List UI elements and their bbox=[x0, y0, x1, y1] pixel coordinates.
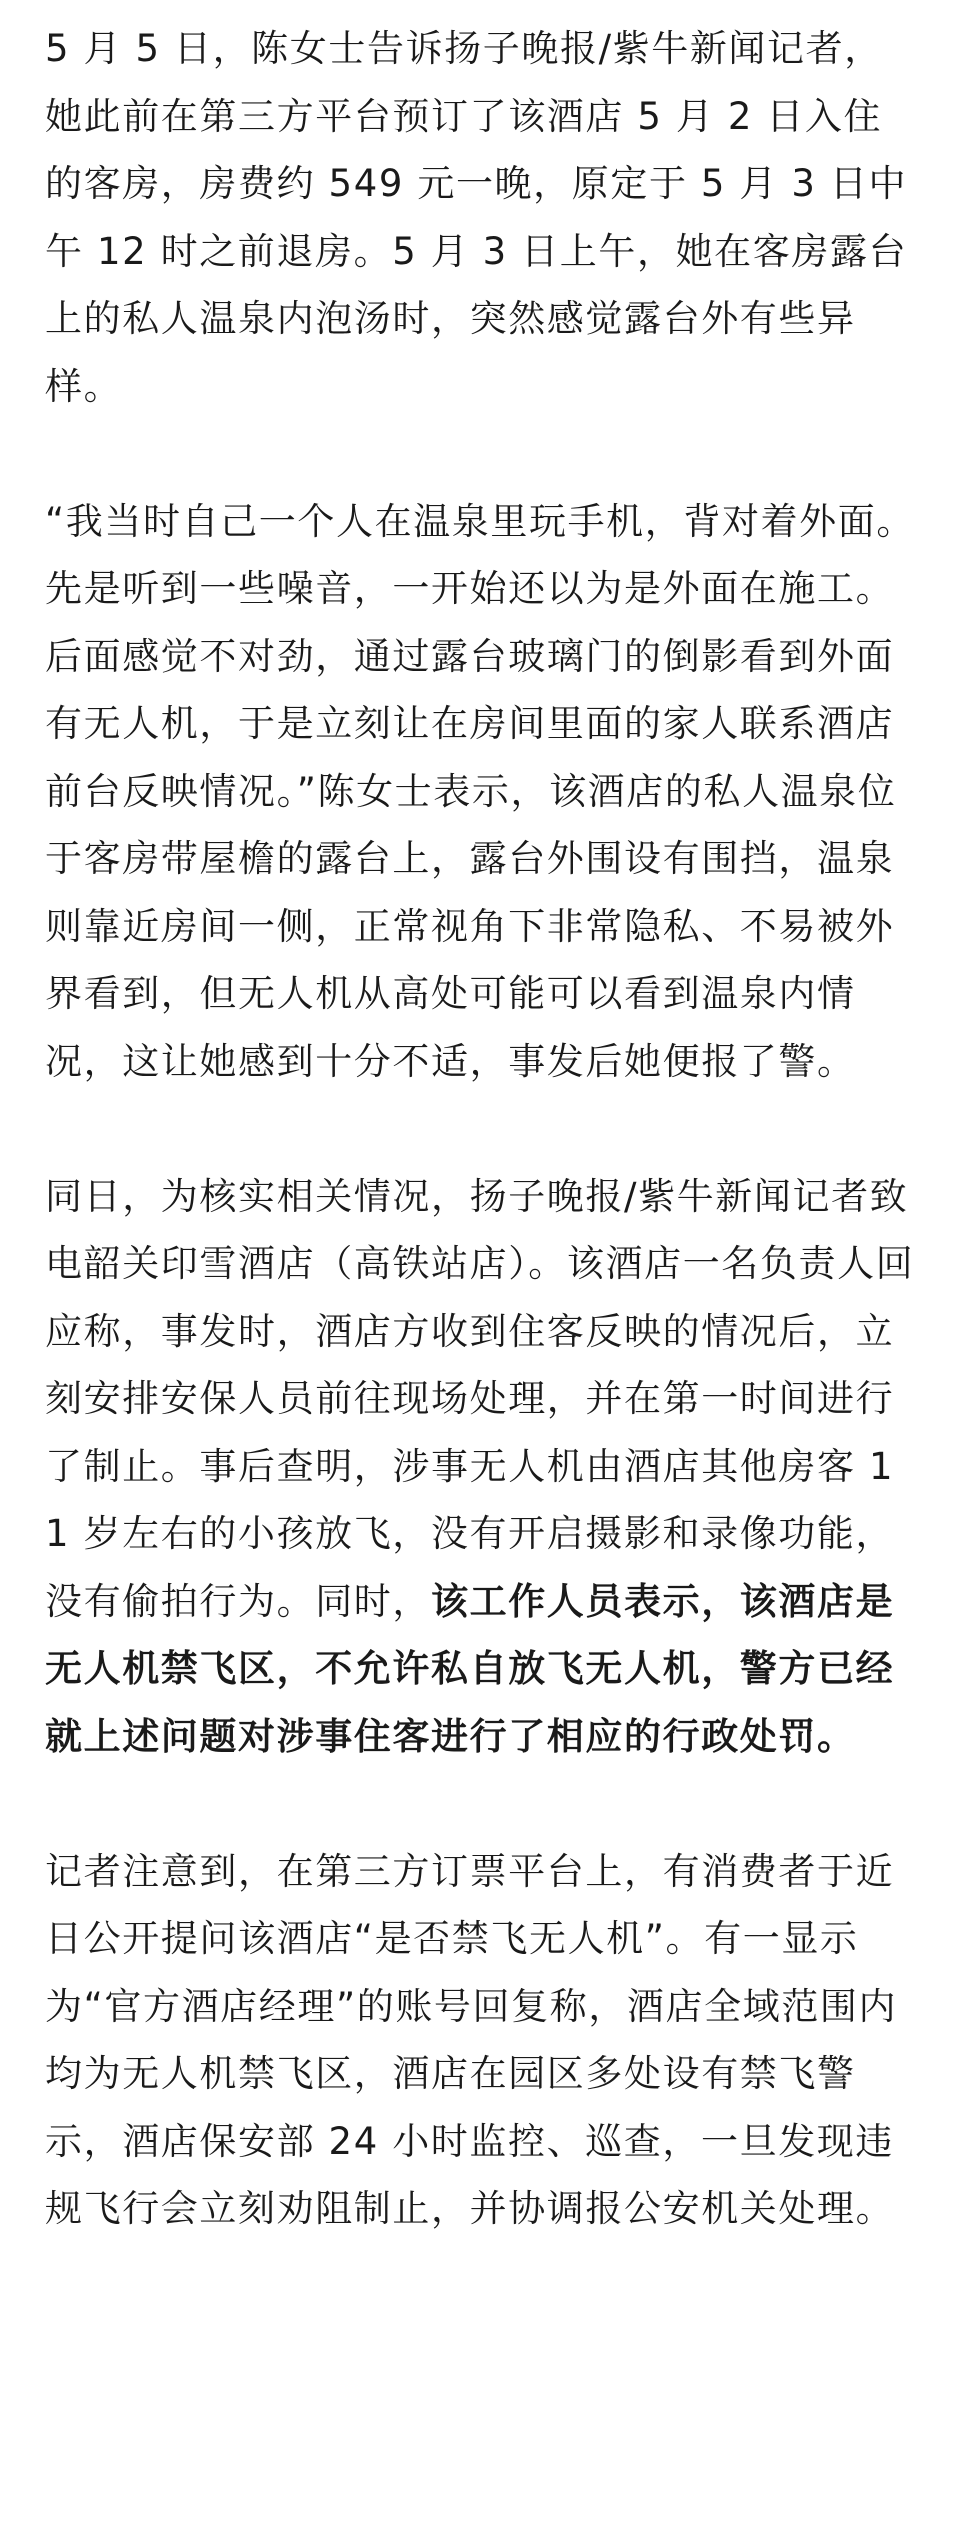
paragraph-3 bbox=[45, 1163, 915, 1771]
paragraph-4-text: 记者注意到，在第三方订票平台上，有消费者于近日公开提问该酒店“是否禁飞无人机”。有一显示为“官方酒店经理”的账号回复称，酒店全域范围内均为无人机禁飞区，酒店在园区多处设有禁飞警示，酒店保安部 24 小时监控、巡查，一旦发现违规飞行会立刻劝阻制止，并协调报公安机关处理。 bbox=[45, 1849, 898, 2230]
paragraph-3-text: 同日，为核实相关情况，扬子晚报/紫牛新闻记者致电韶关印雪酒店（高铁站店）。该酒店一名负责人回应称，事发时，酒店方收到住客反映的情况后，立刻安排安保人员前往现场处理，并在第一时间进行了制止。事后查明，涉事无人机由酒店其他房客 11 岁左右的小孩放飞，没有开启摄影和录像功能，没有偷拍行为。同时， bbox=[45, 1174, 915, 1623]
paragraph-1-text: 5 月 5 日，陈女士告诉扬子晚报/紫牛新闻记者，她此前在第三方平台预订了该酒店 5 月 2 日入住的客房，房费约 549 元一晚，原定于 5 月 3 日中午 12 时之前退房。5 月 3 日上午，她在客房露台上的私人温泉内泡汤时，突然感觉露台外有些异样。 bbox=[45, 27, 908, 408]
paragraph-2-text: “我当时自己一个人在温泉里玩手机，背对着外面。先是听到一些噪音，一开始还以为是外面在施工。后面感觉不对劲，通过露台玻璃门的倒影看到外面有无人机，于是立刻让在房间里面的家人联系酒店前台反映情况。”陈女士表示，该酒店的私人温泉位于客房带屋檐的露台上，露台外围设有围挡，温泉则靠近房间一侧，正常视角下非常隐私、不易被外界看到，但无人机从高处可能可以看到温泉内情况，这让她感到十分不适，事发后她便报了警。 bbox=[45, 499, 915, 1083]
paragraph-1 bbox=[45, 15, 915, 420]
article-body bbox=[45, 15, 915, 2243]
paragraph-2 bbox=[45, 488, 915, 1096]
paragraph-3-bold-text: 该工作人员表示，该酒店是无人机禁飞区，不允许私自放飞无人机，警方已经就上述问题对涉事住客进行了相应的行政处罚。 bbox=[45, 1579, 895, 1758]
paragraph-4 bbox=[45, 1838, 915, 2243]
